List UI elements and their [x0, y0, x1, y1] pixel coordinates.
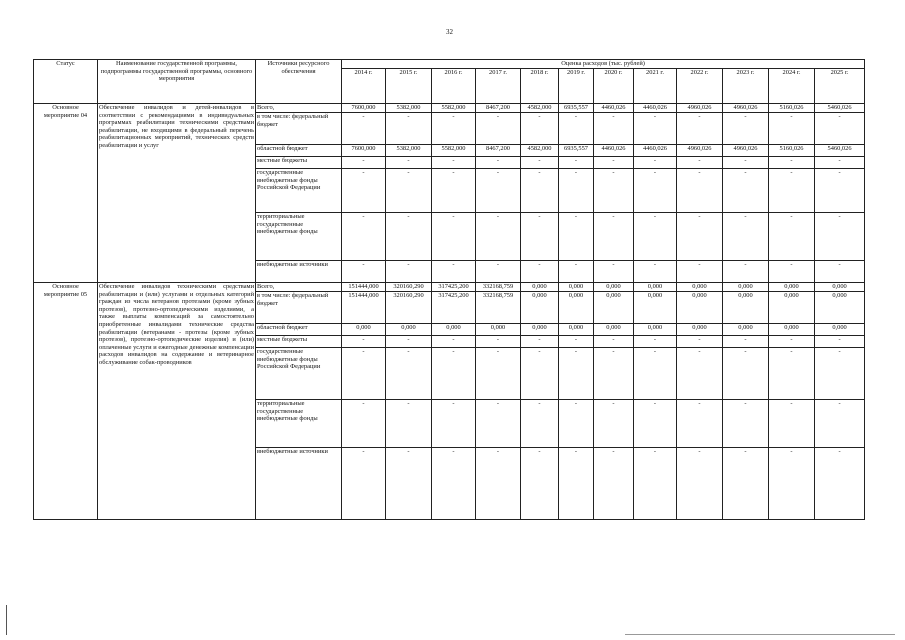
amount-cell: -: [432, 400, 476, 448]
amount-cell: -: [677, 157, 723, 169]
amount-cell: 0,000: [386, 324, 432, 336]
amount-cell: -: [677, 448, 723, 520]
header-status: Статус: [34, 60, 98, 104]
amount-cell: 5382,000: [386, 145, 432, 157]
funding-source: государственные внебюджетные фонды Российской Федерации: [256, 169, 342, 213]
amount-cell: -: [723, 448, 769, 520]
amount-cell: -: [476, 261, 521, 283]
funding-source: местные бюджеты: [256, 336, 342, 348]
amount-cell: -: [677, 261, 723, 283]
amount-cell: -: [342, 169, 386, 213]
amount-cell: 5582,000: [432, 145, 476, 157]
amount-cell: -: [342, 448, 386, 520]
measure-description: Обеспечение инвалидов техническими средствами реабилитации и (или) услугами и отдельных категорий граждан из числа ветеранов протезами (кроме зубных протезов), протезно-ортопедическими изделиями, а также выплаты компенсаций за самостоятельно приобретенные инвалидами технические средства реабилитации (ветеранами - протезы (кроме зубных протезов), протезно-ортопедические изделия) и (или) оплаченные услуги и ежегодные денежные компенсации расходов инвалидов на содержание и ветеринарное обслуживание собак-проводников: [98, 283, 256, 520]
amount-cell: -: [342, 261, 386, 283]
amount-cell: -: [521, 157, 559, 169]
amount-cell: -: [594, 261, 634, 283]
amount-cell: -: [594, 157, 634, 169]
funding-source: областной бюджет: [256, 324, 342, 336]
amount-cell: 5382,000: [386, 104, 432, 113]
amount-cell: 0,000: [769, 283, 815, 292]
amount-cell: -: [476, 113, 521, 145]
amount-cell: 8467,200: [476, 104, 521, 113]
amount-cell: 0,000: [594, 292, 634, 324]
amount-cell: -: [386, 400, 432, 448]
amount-cell: -: [769, 169, 815, 213]
amount-cell: -: [594, 400, 634, 448]
amount-cell: -: [432, 169, 476, 213]
amount-cell: 5460,026: [815, 104, 865, 113]
amount-cell: 0,000: [521, 324, 559, 336]
amount-cell: -: [342, 336, 386, 348]
amount-cell: -: [342, 157, 386, 169]
amount-cell: 7600,000: [342, 145, 386, 157]
amount-cell: -: [634, 157, 677, 169]
amount-cell: 8467,200: [476, 145, 521, 157]
amount-cell: -: [559, 213, 594, 261]
header-year: 2020 г.: [594, 69, 634, 104]
amount-cell: -: [521, 113, 559, 145]
amount-cell: 5160,026: [769, 104, 815, 113]
amount-cell: -: [634, 448, 677, 520]
amount-cell: 320160,290: [386, 292, 432, 324]
amount-cell: 0,000: [815, 324, 865, 336]
amount-cell: -: [594, 213, 634, 261]
amount-cell: -: [594, 336, 634, 348]
amount-cell: -: [634, 261, 677, 283]
amount-cell: -: [386, 336, 432, 348]
header-year: 2025 г.: [815, 69, 865, 104]
amount-cell: 0,000: [677, 283, 723, 292]
funding-source: территориальные государственные внебюджетные фонды: [256, 400, 342, 448]
amount-cell: -: [386, 157, 432, 169]
amount-cell: 332168,759: [476, 292, 521, 324]
funding-source: в том числе: федеральный бюджет: [256, 113, 342, 145]
header-year: 2014 г.: [342, 69, 386, 104]
amount-cell: -: [476, 157, 521, 169]
amount-cell: -: [769, 336, 815, 348]
amount-cell: -: [634, 400, 677, 448]
header-year: 2016 г.: [432, 69, 476, 104]
table-body: [34, 104, 865, 520]
amount-cell: 0,000: [521, 292, 559, 324]
amount-cell: -: [476, 448, 521, 520]
amount-cell: -: [815, 213, 865, 261]
amount-cell: 0,000: [476, 324, 521, 336]
amount-cell: -: [432, 336, 476, 348]
header-year: 2015 г.: [386, 69, 432, 104]
amount-cell: 4582,000: [521, 104, 559, 113]
amount-cell: 0,000: [723, 292, 769, 324]
amount-cell: 6935,557: [559, 104, 594, 113]
amount-cell: 0,000: [559, 283, 594, 292]
amount-cell: 0,000: [677, 292, 723, 324]
funding-source: Всего,: [256, 283, 342, 292]
amount-cell: -: [723, 400, 769, 448]
header-year: 2021 г.: [634, 69, 677, 104]
amount-cell: -: [723, 348, 769, 400]
amount-cell: 0,000: [815, 292, 865, 324]
amount-cell: -: [342, 213, 386, 261]
funding-source: в том числе: федеральный бюджет: [256, 292, 342, 324]
amount-cell: -: [769, 157, 815, 169]
amount-cell: -: [815, 261, 865, 283]
amount-cell: 4460,026: [594, 104, 634, 113]
amount-cell: -: [815, 169, 865, 213]
amount-cell: -: [559, 348, 594, 400]
amount-cell: -: [559, 448, 594, 520]
amount-cell: 0,000: [723, 324, 769, 336]
amount-cell: -: [634, 213, 677, 261]
amount-cell: 151444,000: [342, 292, 386, 324]
measure-status: Основное мероприятие 05: [34, 283, 98, 520]
funding-source: территориальные государственные внебюджетные фонды: [256, 213, 342, 261]
amount-cell: 5160,026: [769, 145, 815, 157]
amount-cell: -: [476, 400, 521, 448]
amount-cell: -: [677, 213, 723, 261]
amount-cell: 4960,026: [723, 145, 769, 157]
amount-cell: 0,000: [594, 283, 634, 292]
amount-cell: 6935,557: [559, 145, 594, 157]
amount-cell: -: [432, 213, 476, 261]
amount-cell: -: [594, 348, 634, 400]
scan-artifact-bottom: [625, 634, 895, 635]
amount-cell: -: [559, 336, 594, 348]
amount-cell: -: [723, 336, 769, 348]
amount-cell: -: [815, 348, 865, 400]
amount-cell: -: [342, 113, 386, 145]
amount-cell: -: [386, 448, 432, 520]
funding-source: областной бюджет: [256, 145, 342, 157]
amount-cell: 151444,000: [342, 283, 386, 292]
amount-cell: 0,000: [677, 324, 723, 336]
amount-cell: 5582,000: [432, 104, 476, 113]
amount-cell: 0,000: [634, 292, 677, 324]
amount-cell: -: [476, 169, 521, 213]
amount-cell: -: [521, 169, 559, 213]
amount-cell: -: [723, 157, 769, 169]
funding-source: Всего,: [256, 104, 342, 113]
amount-cell: -: [521, 400, 559, 448]
amount-cell: -: [634, 348, 677, 400]
header-year: 2019 г.: [559, 69, 594, 104]
scan-artifact-left: [6, 605, 7, 635]
amount-cell: 0,000: [634, 324, 677, 336]
amount-cell: -: [432, 157, 476, 169]
amount-cell: 4960,026: [677, 145, 723, 157]
amount-cell: -: [634, 169, 677, 213]
amount-cell: -: [521, 348, 559, 400]
amount-cell: 0,000: [432, 324, 476, 336]
amount-cell: 4460,026: [594, 145, 634, 157]
measure-description: Обеспечение инвалидов и детей-инвалидов в соответствии с рекомендациями в индивидуальных программах реабилитации техническими средствами реабилитации, не входящими в федеральный перечень реабилитационных мероприятий, технических средств реабилитации и услуг: [98, 104, 256, 283]
amount-cell: -: [677, 113, 723, 145]
amount-cell: -: [769, 213, 815, 261]
amount-cell: 4960,026: [677, 104, 723, 113]
amount-cell: -: [769, 348, 815, 400]
amount-cell: -: [342, 400, 386, 448]
funding-source: местные бюджеты: [256, 157, 342, 169]
amount-cell: 0,000: [769, 292, 815, 324]
amount-cell: 0,000: [634, 283, 677, 292]
amount-cell: -: [815, 400, 865, 448]
amount-cell: -: [476, 213, 521, 261]
amount-cell: -: [677, 400, 723, 448]
header-name: Наименование государственной программы, подпрограммы государственной программы, основного мероприятия: [98, 60, 256, 104]
amount-cell: -: [677, 336, 723, 348]
amount-cell: -: [432, 113, 476, 145]
amount-cell: 4460,026: [634, 145, 677, 157]
header-year: 2022 г.: [677, 69, 723, 104]
amount-cell: -: [386, 169, 432, 213]
amount-cell: -: [769, 113, 815, 145]
page-number: 32: [446, 28, 453, 36]
amount-cell: -: [559, 400, 594, 448]
header-year: 2017 г.: [476, 69, 521, 104]
header-sources: Источники ресурсного обеспечения: [256, 60, 342, 104]
amount-cell: 4960,026: [723, 104, 769, 113]
amount-cell: -: [723, 261, 769, 283]
amount-cell: -: [634, 336, 677, 348]
amount-cell: -: [521, 448, 559, 520]
amount-cell: 317425,200: [432, 283, 476, 292]
amount-cell: -: [386, 261, 432, 283]
amount-cell: 332168,759: [476, 283, 521, 292]
table-row: [34, 283, 865, 292]
amount-cell: 0,000: [559, 292, 594, 324]
amount-cell: -: [594, 113, 634, 145]
amount-cell: -: [677, 348, 723, 400]
amount-cell: 317425,200: [432, 292, 476, 324]
amount-cell: 0,000: [723, 283, 769, 292]
amount-cell: -: [476, 348, 521, 400]
amount-cell: -: [521, 213, 559, 261]
amount-cell: -: [594, 448, 634, 520]
amount-cell: -: [723, 169, 769, 213]
amount-cell: -: [594, 169, 634, 213]
amount-cell: -: [769, 448, 815, 520]
amount-cell: 0,000: [559, 324, 594, 336]
amount-cell: -: [559, 261, 594, 283]
amount-cell: -: [815, 336, 865, 348]
amount-cell: -: [521, 336, 559, 348]
amount-cell: -: [769, 400, 815, 448]
amount-cell: -: [432, 348, 476, 400]
amount-cell: -: [559, 169, 594, 213]
header-year: 2023 г.: [723, 69, 769, 104]
amount-cell: -: [386, 113, 432, 145]
amount-cell: 4582,000: [521, 145, 559, 157]
amount-cell: -: [815, 448, 865, 520]
budget-table: [33, 59, 865, 520]
amount-cell: 0,000: [342, 324, 386, 336]
measure-status: Основное мероприятие 04: [34, 104, 98, 283]
amount-cell: -: [559, 157, 594, 169]
amount-cell: 0,000: [594, 324, 634, 336]
amount-cell: -: [432, 448, 476, 520]
table-row: [34, 104, 865, 113]
amount-cell: -: [723, 213, 769, 261]
amount-cell: -: [559, 113, 594, 145]
amount-cell: -: [815, 157, 865, 169]
amount-cell: -: [677, 169, 723, 213]
header-estimate: Оценка расходов (тыс. рублей): [342, 60, 865, 69]
amount-cell: 0,000: [815, 283, 865, 292]
amount-cell: -: [432, 261, 476, 283]
funding-source: внебюджетные источники: [256, 261, 342, 283]
amount-cell: -: [521, 261, 559, 283]
amount-cell: -: [634, 113, 677, 145]
funding-source: государственные внебюджетные фонды Российской Федерации: [256, 348, 342, 400]
header-year: 2024 г.: [769, 69, 815, 104]
amount-cell: -: [476, 336, 521, 348]
amount-cell: 4460,026: [634, 104, 677, 113]
amount-cell: 320160,290: [386, 283, 432, 292]
amount-cell: -: [815, 113, 865, 145]
amount-cell: -: [386, 213, 432, 261]
amount-cell: -: [342, 348, 386, 400]
amount-cell: -: [386, 348, 432, 400]
funding-source: внебюджетные источники: [256, 448, 342, 520]
amount-cell: -: [769, 261, 815, 283]
amount-cell: 0,000: [521, 283, 559, 292]
amount-cell: 0,000: [769, 324, 815, 336]
amount-cell: 5460,026: [815, 145, 865, 157]
amount-cell: 7600,000: [342, 104, 386, 113]
amount-cell: -: [723, 113, 769, 145]
header-year: 2018 г.: [521, 69, 559, 104]
